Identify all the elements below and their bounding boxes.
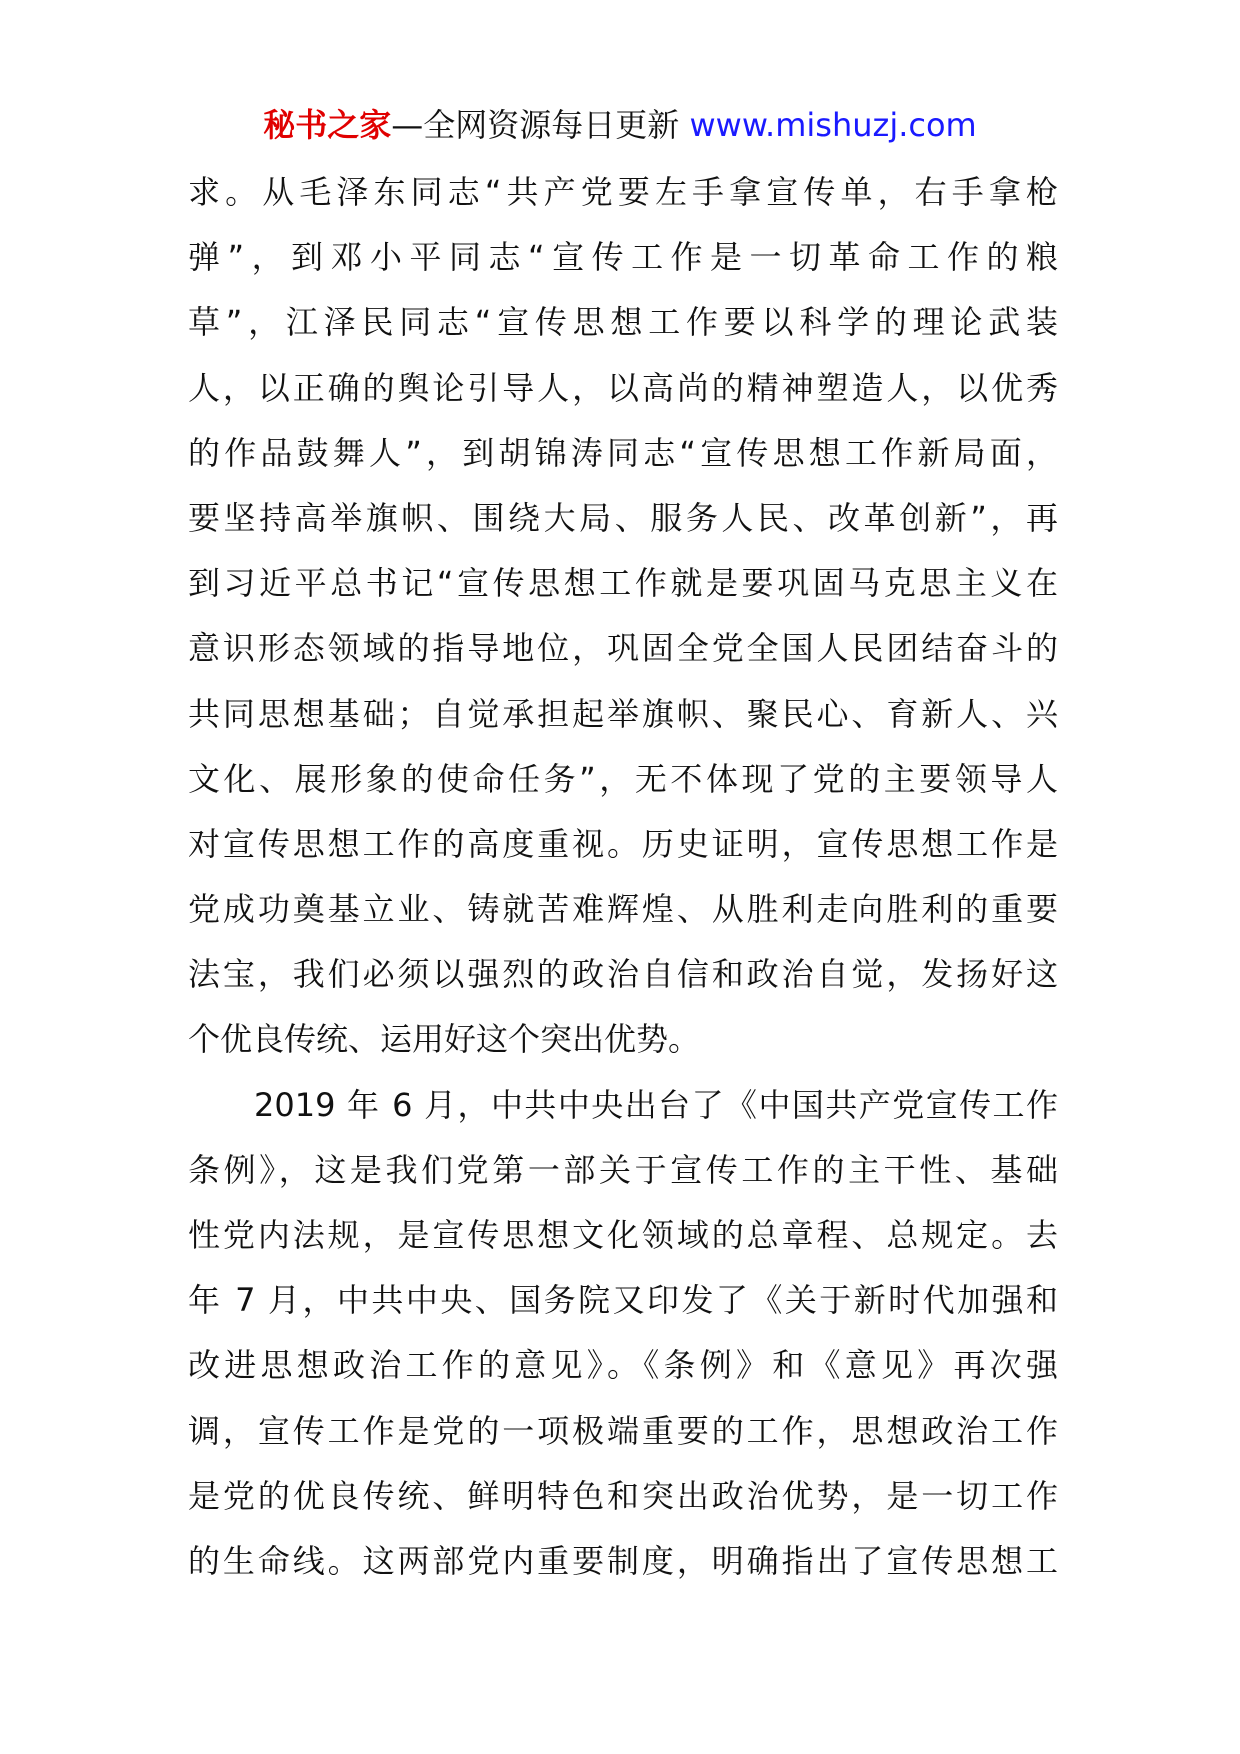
header-tagline: —全网资源每日更新 <box>391 106 680 144</box>
site-header <box>0 100 1240 150</box>
text-line: 调，宣传工作是党的一项极端重要的工作，思想政治工作 <box>188 1411 1058 1450</box>
text-line: 求。从毛泽东同志“共产党要左手拿宣传单，右手拿枪 <box>188 173 1058 211</box>
text-line: 文化、展形象的使命任务”，无不体现了党的主要领导人 <box>188 759 1058 798</box>
document-body <box>188 160 1058 1594</box>
text-line: 意识形态领域的指导地位，巩固全党全国人民团结奋斗的 <box>188 629 1058 668</box>
text-line: 到习近平总书记“宣传思想工作就是要巩固马克思主义在 <box>188 564 1058 603</box>
text-line: 年 7 月，中共中央、国务院又印发了《关于新时代加强和 <box>188 1281 1058 1320</box>
text-line: 是党的优良传统、鲜明特色和突出政治优势，是一切工作 <box>188 1476 1058 1515</box>
text-line: 党成功奠基立业、铸就苦难辉煌、从胜利走向胜利的重要 <box>188 890 1058 929</box>
text-line: 要坚持高举旗帜、围绕大局、服务人民、改革创新”，再 <box>188 498 1058 537</box>
text-line: 弹”，到邓小平同志“宣传工作是一切革命工作的粮 <box>188 238 1058 277</box>
text-line: 草”，江泽民同志“宣传思想工作要以科学的理论武装 <box>188 303 1058 342</box>
text-line: 个优良传统、运用好这个突出优势。 <box>188 1020 701 1059</box>
text-line: 条例》，这是我们党第一部关于宣传工作的主干性、基础 <box>188 1150 1058 1189</box>
brand-name: 秘书之家 <box>263 106 392 144</box>
text-line: 法宝，我们必须以强烈的政治自信和政治自觉，发扬好这 <box>188 955 1058 994</box>
text-line: 的作品鼓舞人”，到胡锦涛同志“宣传思想工作新局面， <box>188 433 1058 472</box>
text-line: 共同思想基础；自觉承担起举旗帜、聚民心、育新人、兴 <box>188 694 1058 733</box>
text-line: 性党内法规，是宣传思想文化领域的总章程、总规定。去 <box>188 1216 1058 1254</box>
text-line: 对宣传思想工作的高度重视。历史证明，宣传思想工作是 <box>188 824 1058 863</box>
site-url-link[interactable]: www.mishuzj.com <box>689 106 977 144</box>
text-line: 改进思想政治工作的意见》。《条例》和《意见》再次强 <box>188 1346 1058 1385</box>
paragraph-first-line: 2019 年 6 月，中共中央出台了《中国共产党宣传工作 <box>254 1085 1058 1124</box>
text-line: 人，以正确的舆论引导人，以高尚的精神塑造人，以优秀 <box>188 368 1058 407</box>
text-line: 的生命线。这两部党内重要制度，明确指出了宣传思想工 <box>188 1541 1058 1580</box>
